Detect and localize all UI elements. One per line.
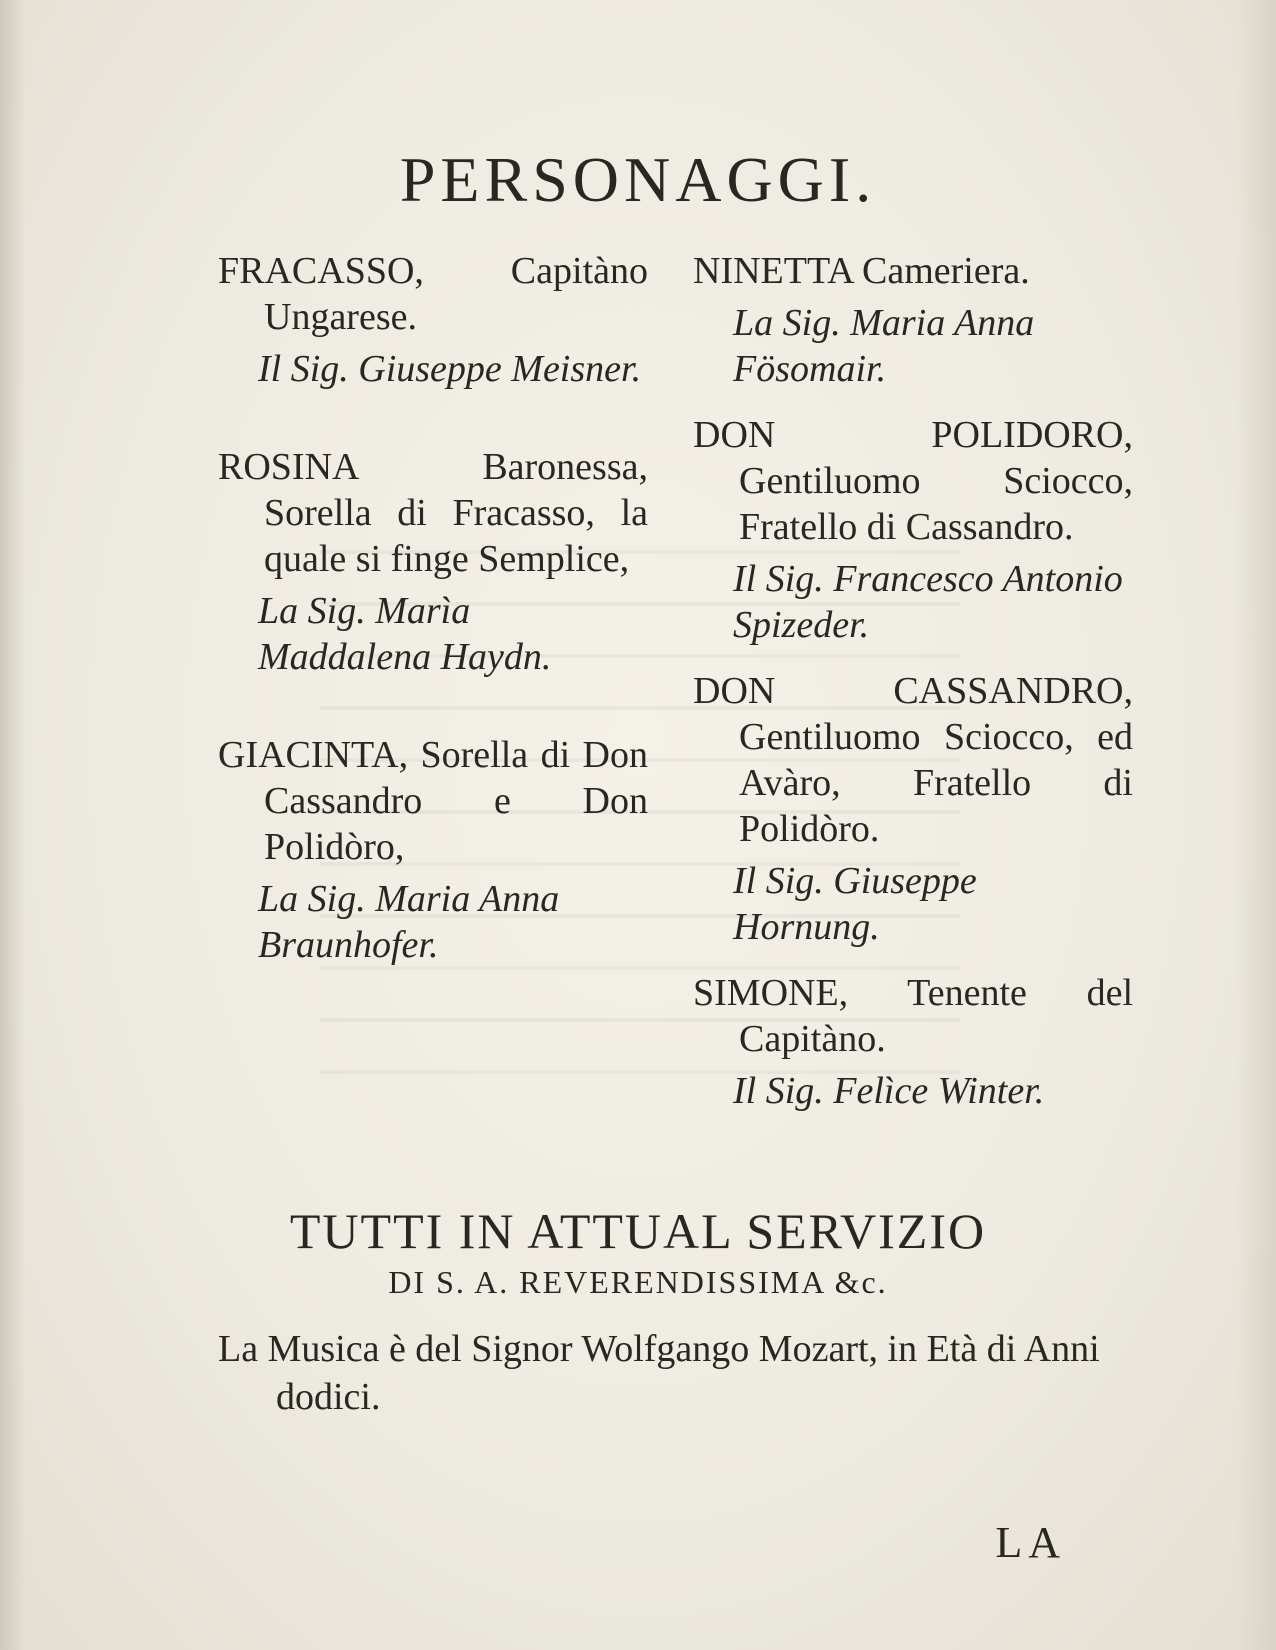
- cast-role: NINETTA Cameriera.: [693, 250, 1030, 292]
- cast-performer: La Sig. Marìa Maddalena Haydn.: [258, 590, 552, 678]
- cast-role: DON POLIDORO, Gentiluomo Sciocco, Fratello di Cassandro.: [693, 414, 1133, 548]
- music-credit-text: La Musica è del Signor Wolfgango Mozart, in Età di Anni dodici.: [218, 1328, 1100, 1418]
- cast-role: ROSINA Baronessa, Sorella di Fracasso, la quale si finge Semplice,: [218, 446, 648, 580]
- cast-role: GIACINTA, Sorella di Don Cassandro e Don Polidòro,: [218, 734, 648, 868]
- cast-entry-simone: [693, 970, 1133, 1114]
- cast-entry-rosina: [218, 444, 648, 680]
- service-heading: TUTTI IN ATTUAL SERVIZIO: [289, 1203, 987, 1259]
- cast-column-right: [693, 248, 1133, 1134]
- cast-entry-polidoro: [693, 412, 1133, 648]
- cast-role: DON CASSANDRO, Gentiluomo Sciocco, ed Avàro, Fratello di Polidòro.: [693, 670, 1133, 850]
- cast-column-left: [218, 248, 648, 1020]
- music-credit: [218, 1325, 1123, 1421]
- cast-entry-ninetta: [693, 248, 1133, 392]
- cast-role: SIMONE, Tenente del Capitàno.: [693, 972, 1133, 1060]
- cast-entry-cassandro: [693, 668, 1133, 950]
- cast-performer: La Sig. Maria Anna Braunhofer.: [258, 878, 560, 966]
- cast-entry-fracasso: [218, 248, 648, 392]
- cast-performer: Il Sig. Giuseppe Meisner.: [258, 348, 642, 390]
- cast-performer: Il Sig. Giuseppe Hornung.: [733, 860, 977, 948]
- page-edge-shadow: [1236, 0, 1276, 1650]
- service-subheading: DI S. A. REVERENDISSIMA &c.: [388, 1264, 888, 1300]
- cast-entry-giacinta: [218, 732, 648, 968]
- page-title: PERSONAGGI.: [399, 144, 877, 215]
- cast-role: FRACASSO, Capitàno Ungarese.: [218, 250, 648, 338]
- catchword: LA: [995, 1518, 1066, 1567]
- cast-performer: La Sig. Maria Anna Fösomair.: [733, 302, 1035, 390]
- page-gutter-shadow: [0, 0, 26, 1650]
- cast-performer: Il Sig. Francesco Antonio Spizeder.: [733, 558, 1123, 646]
- cast-performer: Il Sig. Felìce Winter.: [733, 1070, 1045, 1112]
